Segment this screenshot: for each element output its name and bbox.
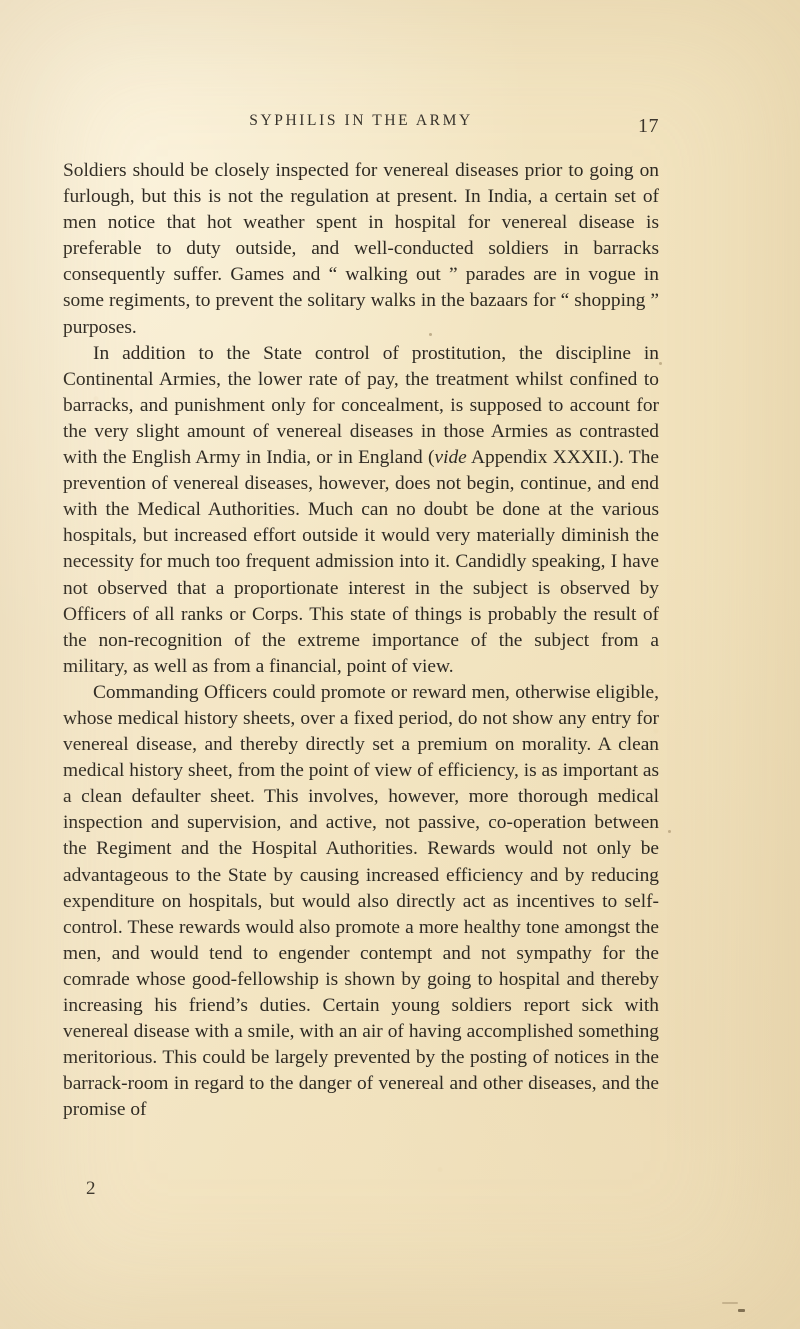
- body-text-column: [63, 158, 659, 1123]
- scan-speck-icon: [738, 1309, 745, 1312]
- signature-mark: 2: [86, 1178, 96, 1199]
- paragraph-2-part-1: In addition to the State control of prostitution, the discipline in Continental Armies, the lower rate of pay, the treatment whilst confined to barracks, and punishment only for concealment, is supposed to account for the very slight amount of venereal diseases in those Armies as contrasted with the English Army in India, or in England (: [63, 342, 659, 469]
- running-head-title: SYPHILIS IN THE ARMY: [249, 112, 473, 129]
- paragraph-2-part-2: Appendix XXXII.). The prevention of venereal diseases, however, does not begin, continue, and end with the Medical Authorities. Much can no doubt be done at the various hospitals, but increased effort outside it would very materially diminish the necessity for much too frequent admission into it. Candidly speaking, I have not observed that a proportionate interest in the subject is observed by Officers of all ranks or Corps. This state of things is probably the result of the non-recognition of the extreme importance of the subject from a military, as well as from a financial, point of view.: [63, 447, 659, 677]
- paragraph-2: [63, 341, 659, 680]
- scan-speck-icon: [659, 362, 662, 365]
- scan-speck-icon: [668, 830, 671, 833]
- latin-term-vide: vide: [434, 447, 467, 469]
- page-number: 17: [638, 115, 659, 137]
- paragraph-3: Commanding Officers could promote or reward men, otherwise eligible, whose medical history sheets, over a fixed period, do not show any entry for venereal disease, and thereby directly set a premium on morality. A clean medical history sheet, from the point of view of efficiency, is as important as a clean defaulter sheet. This involves, however, more thorough medical inspection and supervision, and active, not passive, co-operation between the Regiment and the Hospital Authorities. Rewards would not only be advantageous to the State by causing increased efficiency and by reducing expenditure on hospitals, but would also directly act as incentives to self-control. These rewards would also promote a more healthy tone amongst the men, and would tend to engender contempt and not sympathy for the comrade whose good-fellowship is shown by going to hospital and thereby increasing his friend’s duties. Certain young soldiers report sick with venereal disease with a smile, with an air of having accomplished something meritorious. This could be largely prevented by the posting of notices in the barrack-room in regard to the danger of venereal and other diseases, and the promise of: [63, 681, 659, 1121]
- scan-speck-icon: [722, 1302, 738, 1304]
- paragraph-1: Soldiers should be closely inspected for venereal diseases prior to going on furlough, but this is not the regulation at present. In India, a certain set of men notice that hot weather spent in hospital for venereal disease is preferable to duty outside, and well-conducted soldiers in barracks consequently suffer. Games and “ walking out ” parades are in vogue in some regiments, to prevent the solitary walks in the bazaars for “ shopping ” purposes.: [63, 160, 659, 338]
- running-head: [63, 112, 659, 138]
